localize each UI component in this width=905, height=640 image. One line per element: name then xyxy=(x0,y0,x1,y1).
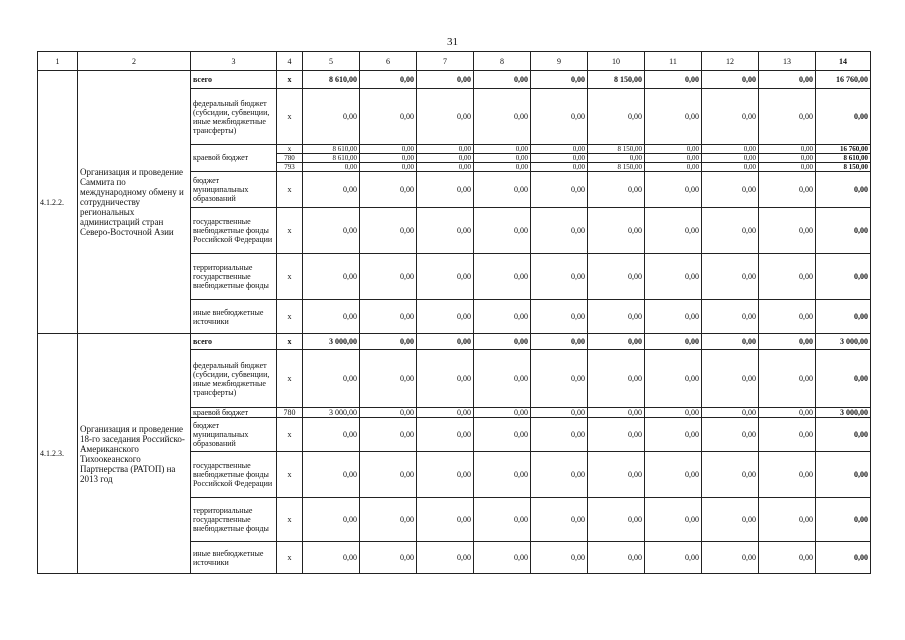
value-cell-col-9: 0,00 xyxy=(531,208,588,254)
value-cell-col-11: 0,00 xyxy=(645,300,702,334)
funding-source: федеральный бюджет (субсидии, субвенции, иные межбюджетные трансферты) xyxy=(191,350,277,408)
value-cell-col-7: 0,00 xyxy=(417,498,474,542)
value-cell-col-13: 0,00 xyxy=(759,350,816,408)
value-cell-col-9: 0,00 xyxy=(531,408,588,418)
value-cell-col-11: 0,00 xyxy=(645,350,702,408)
measure-code: 4.1.2.3. xyxy=(38,334,78,574)
value-cell-col-12: 0,00 xyxy=(702,334,759,350)
value-cell-col-12: 0,00 xyxy=(702,254,759,300)
funding-source: государственные внебюджетные фонды Российской Федерации xyxy=(191,452,277,498)
value-cell-col-10: 0,00 xyxy=(588,172,645,208)
value-cell-col-5: 0,00 xyxy=(303,208,360,254)
value-cell-col-9: 0,00 xyxy=(531,350,588,408)
value-cell-col-7: 0,00 xyxy=(417,71,474,89)
value-cell-col-7: 0,00 xyxy=(417,542,474,574)
value-cell-col-9: 0,00 xyxy=(531,452,588,498)
value-cell-col-10: 0,00 xyxy=(588,498,645,542)
value-cell-col-13: 0,00 xyxy=(759,408,816,418)
code-cell: x xyxy=(277,542,303,574)
column-header-3: 3 xyxy=(191,52,277,71)
table-body xyxy=(38,52,871,574)
value-cell-col-7: 0,00 xyxy=(417,334,474,350)
column-header-8: 8 xyxy=(474,52,531,71)
value-cell-col-14: 3 000,00 xyxy=(816,408,871,418)
value-cell-col-14: 0,00 xyxy=(816,172,871,208)
value-cell-col-14: 0,00 xyxy=(816,452,871,498)
value-cell-col-7: 0,00 xyxy=(417,163,474,172)
value-cell-col-5: 3 000,00 xyxy=(303,408,360,418)
value-cell-col-8: 0,00 xyxy=(474,498,531,542)
value-cell-col-7: 0,00 xyxy=(417,89,474,145)
value-cell-col-9: 0,00 xyxy=(531,334,588,350)
value-cell-col-5: 0,00 xyxy=(303,254,360,300)
code-cell: 780 xyxy=(277,154,303,163)
value-cell-col-5: 0,00 xyxy=(303,418,360,452)
measure-name: Организация и проведение Саммита по международному обмену и сотрудничеству региональных администраций стран Северо-Восточной Азии xyxy=(78,71,191,334)
value-cell-col-5: 0,00 xyxy=(303,89,360,145)
column-header-1: 1 xyxy=(38,52,78,71)
value-cell-col-12: 0,00 xyxy=(702,350,759,408)
code-cell: x xyxy=(277,350,303,408)
value-cell-col-9: 0,00 xyxy=(531,71,588,89)
value-cell-col-11: 0,00 xyxy=(645,498,702,542)
value-cell-col-10: 0,00 xyxy=(588,334,645,350)
value-cell-col-6: 0,00 xyxy=(360,208,417,254)
value-cell-col-7: 0,00 xyxy=(417,172,474,208)
value-cell-col-10: 0,00 xyxy=(588,418,645,452)
value-cell-col-11: 0,00 xyxy=(645,172,702,208)
column-header-13: 13 xyxy=(759,52,816,71)
column-header-14: 14 xyxy=(816,52,871,71)
value-cell-col-14: 0,00 xyxy=(816,350,871,408)
value-cell-col-6: 0,00 xyxy=(360,254,417,300)
value-cell-col-13: 0,00 xyxy=(759,498,816,542)
funding-source: всего xyxy=(191,71,277,89)
value-cell-col-12: 0,00 xyxy=(702,154,759,163)
value-cell-col-14: 8 610,00 xyxy=(816,154,871,163)
value-cell-col-6: 0,00 xyxy=(360,154,417,163)
value-cell-col-9: 0,00 xyxy=(531,89,588,145)
value-cell-col-11: 0,00 xyxy=(645,334,702,350)
code-cell: x xyxy=(277,71,303,89)
value-cell-col-11: 0,00 xyxy=(645,408,702,418)
value-cell-col-5: 0,00 xyxy=(303,542,360,574)
column-header-7: 7 xyxy=(417,52,474,71)
code-cell: 793 xyxy=(277,163,303,172)
value-cell-col-8: 0,00 xyxy=(474,71,531,89)
value-cell-col-8: 0,00 xyxy=(474,208,531,254)
value-cell-col-14: 3 000,00 xyxy=(816,334,871,350)
value-cell-col-11: 0,00 xyxy=(645,145,702,154)
value-cell-col-8: 0,00 xyxy=(474,254,531,300)
value-cell-col-7: 0,00 xyxy=(417,145,474,154)
value-cell-col-7: 0,00 xyxy=(417,350,474,408)
column-header-9: 9 xyxy=(531,52,588,71)
value-cell-col-5: 8 610,00 xyxy=(303,154,360,163)
value-cell-col-14: 0,00 xyxy=(816,89,871,145)
value-cell-col-14: 16 760,00 xyxy=(816,145,871,154)
value-cell-col-8: 0,00 xyxy=(474,334,531,350)
value-cell-col-14: 0,00 xyxy=(816,498,871,542)
code-cell: x xyxy=(277,208,303,254)
value-cell-col-9: 0,00 xyxy=(531,163,588,172)
value-cell-col-7: 0,00 xyxy=(417,208,474,254)
value-cell-col-10: 0,00 xyxy=(588,300,645,334)
value-cell-col-13: 0,00 xyxy=(759,300,816,334)
value-cell-col-6: 0,00 xyxy=(360,498,417,542)
value-cell-col-12: 0,00 xyxy=(702,408,759,418)
value-cell-col-14: 0,00 xyxy=(816,254,871,300)
value-cell-col-8: 0,00 xyxy=(474,89,531,145)
value-cell-col-10: 0,00 xyxy=(588,254,645,300)
funding-source: всего xyxy=(191,334,277,350)
value-cell-col-13: 0,00 xyxy=(759,334,816,350)
value-cell-col-6: 0,00 xyxy=(360,408,417,418)
value-cell-col-13: 0,00 xyxy=(759,254,816,300)
value-cell-col-13: 0,00 xyxy=(759,89,816,145)
value-cell-col-14: 16 760,00 xyxy=(816,71,871,89)
value-cell-col-13: 0,00 xyxy=(759,145,816,154)
value-cell-col-12: 0,00 xyxy=(702,172,759,208)
column-header-12: 12 xyxy=(702,52,759,71)
funding-source: территориальные государственные внебюджетные фонды xyxy=(191,498,277,542)
value-cell-col-5: 3 000,00 xyxy=(303,334,360,350)
value-cell-col-10: 0,00 xyxy=(588,89,645,145)
value-cell-col-9: 0,00 xyxy=(531,145,588,154)
value-cell-col-8: 0,00 xyxy=(474,350,531,408)
value-cell-col-11: 0,00 xyxy=(645,89,702,145)
code-cell: x xyxy=(277,254,303,300)
value-cell-col-6: 0,00 xyxy=(360,452,417,498)
value-cell-col-9: 0,00 xyxy=(531,172,588,208)
value-cell-col-10: 0,00 xyxy=(588,542,645,574)
value-cell-col-8: 0,00 xyxy=(474,172,531,208)
value-cell-col-10: 8 150,00 xyxy=(588,145,645,154)
value-cell-col-9: 0,00 xyxy=(531,154,588,163)
code-cell: x xyxy=(277,145,303,154)
value-cell-col-12: 0,00 xyxy=(702,145,759,154)
measure-name: Организация и проведение 18-го заседания Российско-Американского Тихоокеанского Партнерства (РАТОП) на 2013 год xyxy=(78,334,191,574)
column-header-4: 4 xyxy=(277,52,303,71)
code-cell: x xyxy=(277,334,303,350)
value-cell-col-6: 0,00 xyxy=(360,163,417,172)
value-cell-col-7: 0,00 xyxy=(417,300,474,334)
value-cell-col-10: 0,00 xyxy=(588,154,645,163)
value-cell-col-5: 0,00 xyxy=(303,163,360,172)
value-cell-col-12: 0,00 xyxy=(702,542,759,574)
value-cell-col-8: 0,00 xyxy=(474,154,531,163)
code-cell: x xyxy=(277,89,303,145)
value-cell-col-12: 0,00 xyxy=(702,71,759,89)
value-cell-col-5: 0,00 xyxy=(303,300,360,334)
value-cell-col-13: 0,00 xyxy=(759,418,816,452)
value-cell-col-14: 0,00 xyxy=(816,418,871,452)
funding-source: бюджет муниципальных образований xyxy=(191,172,277,208)
value-cell-col-10: 8 150,00 xyxy=(588,71,645,89)
value-cell-col-13: 0,00 xyxy=(759,71,816,89)
value-cell-col-12: 0,00 xyxy=(702,498,759,542)
value-cell-col-11: 0,00 xyxy=(645,542,702,574)
value-cell-col-6: 0,00 xyxy=(360,334,417,350)
value-cell-col-11: 0,00 xyxy=(645,452,702,498)
value-cell-col-6: 0,00 xyxy=(360,418,417,452)
value-cell-col-13: 0,00 xyxy=(759,452,816,498)
value-cell-col-14: 8 150,00 xyxy=(816,163,871,172)
code-cell: x xyxy=(277,498,303,542)
value-cell-col-6: 0,00 xyxy=(360,172,417,208)
value-cell-col-10: 8 150,00 xyxy=(588,163,645,172)
code-cell: 780 xyxy=(277,408,303,418)
value-cell-col-7: 0,00 xyxy=(417,418,474,452)
value-cell-col-6: 0,00 xyxy=(360,300,417,334)
value-cell-col-14: 0,00 xyxy=(816,542,871,574)
value-cell-col-6: 0,00 xyxy=(360,89,417,145)
value-cell-col-11: 0,00 xyxy=(645,418,702,452)
funding-source: государственные внебюджетные фонды Российской Федерации xyxy=(191,208,277,254)
value-cell-col-6: 0,00 xyxy=(360,145,417,154)
value-cell-col-5: 8 610,00 xyxy=(303,71,360,89)
value-cell-col-7: 0,00 xyxy=(417,452,474,498)
value-cell-col-14: 0,00 xyxy=(816,300,871,334)
value-cell-col-7: 0,00 xyxy=(417,254,474,300)
value-cell-col-7: 0,00 xyxy=(417,154,474,163)
table-row xyxy=(38,334,871,350)
budget-table xyxy=(37,51,871,574)
column-header-6: 6 xyxy=(360,52,417,71)
value-cell-col-9: 0,00 xyxy=(531,418,588,452)
code-cell: x xyxy=(277,418,303,452)
column-header-10: 10 xyxy=(588,52,645,71)
funding-source: краевой бюджет xyxy=(191,145,277,172)
value-cell-col-10: 0,00 xyxy=(588,208,645,254)
value-cell-col-9: 0,00 xyxy=(531,498,588,542)
page-number: 31 xyxy=(447,36,458,48)
column-header-2: 2 xyxy=(78,52,191,71)
column-header-5: 5 xyxy=(303,52,360,71)
funding-source: иные внебюджетные источники xyxy=(191,542,277,574)
value-cell-col-10: 0,00 xyxy=(588,350,645,408)
header-row xyxy=(38,52,871,71)
value-cell-col-5: 0,00 xyxy=(303,498,360,542)
value-cell-col-11: 0,00 xyxy=(645,163,702,172)
value-cell-col-8: 0,00 xyxy=(474,542,531,574)
value-cell-col-14: 0,00 xyxy=(816,208,871,254)
value-cell-col-7: 0,00 xyxy=(417,408,474,418)
value-cell-col-8: 0,00 xyxy=(474,418,531,452)
value-cell-col-8: 0,00 xyxy=(474,145,531,154)
value-cell-col-12: 0,00 xyxy=(702,418,759,452)
value-cell-col-11: 0,00 xyxy=(645,71,702,89)
value-cell-col-11: 0,00 xyxy=(645,154,702,163)
table-row xyxy=(38,71,871,89)
value-cell-col-8: 0,00 xyxy=(474,163,531,172)
value-cell-col-9: 0,00 xyxy=(531,300,588,334)
value-cell-col-9: 0,00 xyxy=(531,254,588,300)
value-cell-col-11: 0,00 xyxy=(645,254,702,300)
value-cell-col-5: 0,00 xyxy=(303,350,360,408)
code-cell: x xyxy=(277,300,303,334)
value-cell-col-8: 0,00 xyxy=(474,452,531,498)
funding-source: территориальные государственные внебюджетные фонды xyxy=(191,254,277,300)
value-cell-col-11: 0,00 xyxy=(645,208,702,254)
value-cell-col-9: 0,00 xyxy=(531,542,588,574)
value-cell-col-13: 0,00 xyxy=(759,163,816,172)
value-cell-col-12: 0,00 xyxy=(702,208,759,254)
funding-source: федеральный бюджет (субсидии, субвенции, иные межбюджетные трансферты) xyxy=(191,89,277,145)
value-cell-col-6: 0,00 xyxy=(360,350,417,408)
funding-source: краевой бюджет xyxy=(191,408,277,418)
code-cell: x xyxy=(277,452,303,498)
value-cell-col-13: 0,00 xyxy=(759,154,816,163)
value-cell-col-10: 0,00 xyxy=(588,408,645,418)
value-cell-col-12: 0,00 xyxy=(702,163,759,172)
value-cell-col-8: 0,00 xyxy=(474,408,531,418)
value-cell-col-5: 8 610,00 xyxy=(303,145,360,154)
value-cell-col-13: 0,00 xyxy=(759,208,816,254)
code-cell: x xyxy=(277,172,303,208)
value-cell-col-6: 0,00 xyxy=(360,542,417,574)
funding-source: бюджет муниципальных образований xyxy=(191,418,277,452)
value-cell-col-12: 0,00 xyxy=(702,89,759,145)
value-cell-col-12: 0,00 xyxy=(702,300,759,334)
value-cell-col-10: 0,00 xyxy=(588,452,645,498)
column-header-11: 11 xyxy=(645,52,702,71)
value-cell-col-12: 0,00 xyxy=(702,452,759,498)
value-cell-col-5: 0,00 xyxy=(303,452,360,498)
value-cell-col-13: 0,00 xyxy=(759,542,816,574)
value-cell-col-8: 0,00 xyxy=(474,300,531,334)
value-cell-col-6: 0,00 xyxy=(360,71,417,89)
value-cell-col-5: 0,00 xyxy=(303,172,360,208)
funding-source: иные внебюджетные источники xyxy=(191,300,277,334)
value-cell-col-13: 0,00 xyxy=(759,172,816,208)
measure-code: 4.1.2.2. xyxy=(38,71,78,334)
